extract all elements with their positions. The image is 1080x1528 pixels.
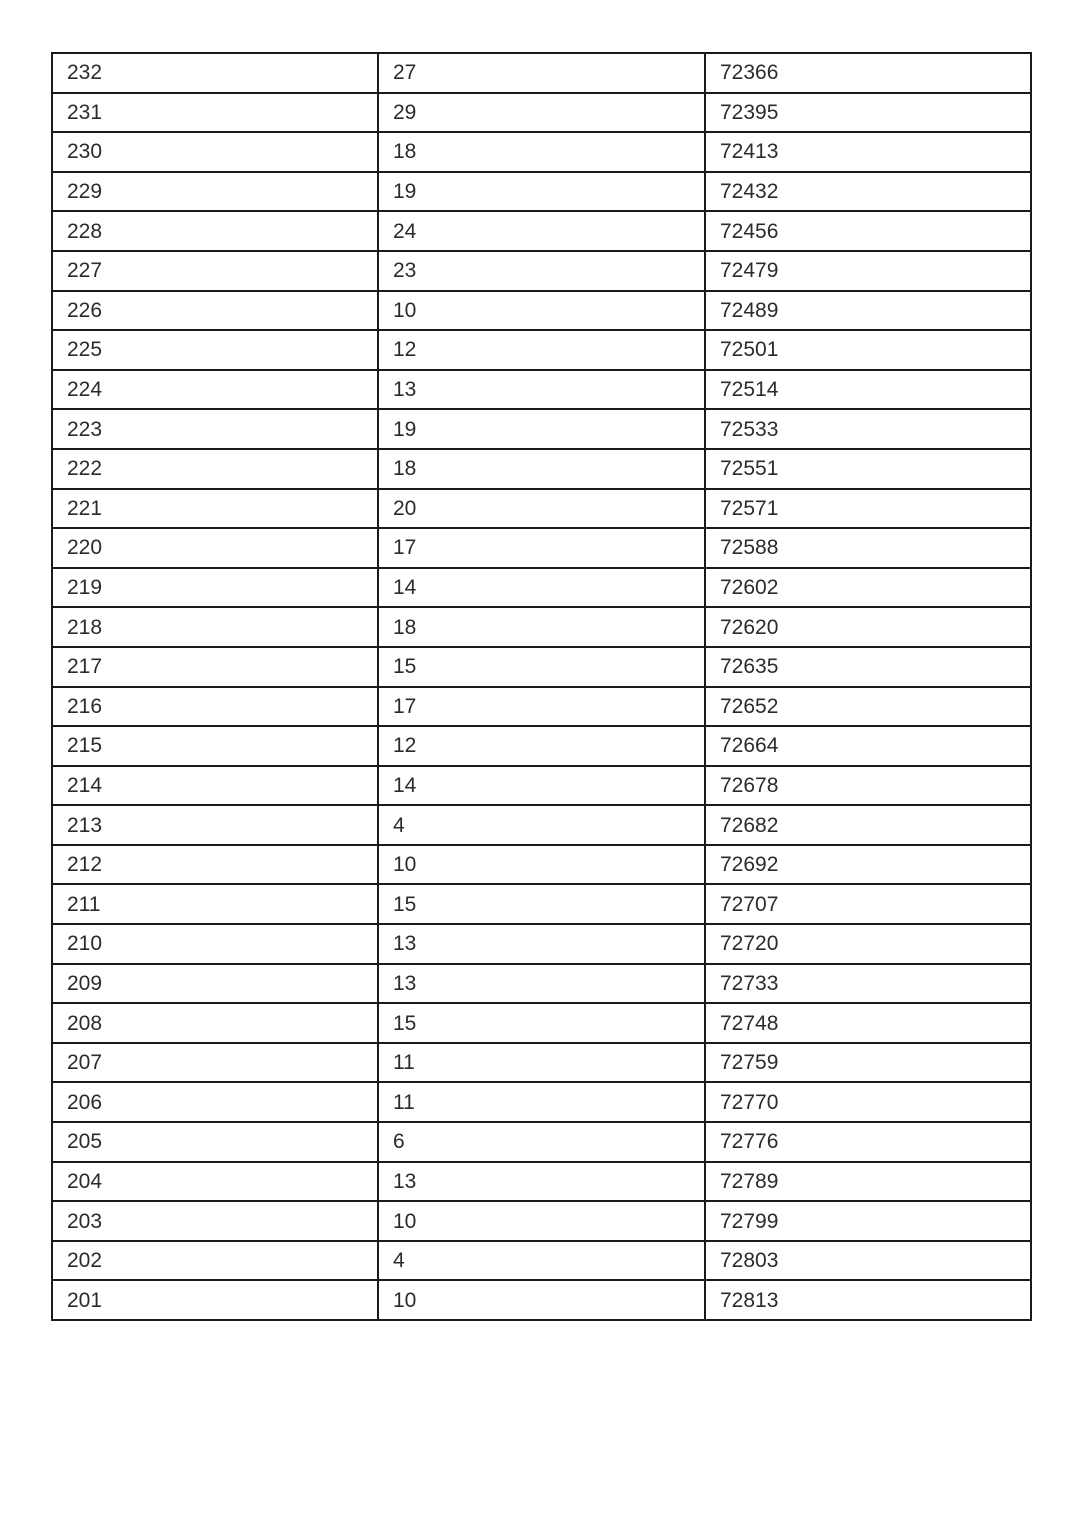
- count-cell: 19: [378, 172, 705, 212]
- count-cell: 19: [378, 409, 705, 449]
- cumulative-cell: 72551: [705, 449, 1031, 489]
- score-cell: 208: [52, 1003, 378, 1043]
- cumulative-cell: 72770: [705, 1082, 1031, 1122]
- score-cell: 224: [52, 370, 378, 410]
- score-cell: 220: [52, 528, 378, 568]
- score-cell: 204: [52, 1162, 378, 1202]
- table-row: [52, 687, 1031, 727]
- score-cell: 218: [52, 607, 378, 647]
- cumulative-cell: 72652: [705, 687, 1031, 727]
- table-row: [52, 766, 1031, 806]
- table-row: [52, 1082, 1031, 1122]
- score-table: [51, 52, 1032, 1321]
- table-row: [52, 53, 1031, 93]
- count-cell: 13: [378, 964, 705, 1004]
- count-cell: 24: [378, 211, 705, 251]
- table-row: [52, 251, 1031, 291]
- cumulative-cell: 72489: [705, 291, 1031, 331]
- count-cell: 13: [378, 1162, 705, 1202]
- score-cell: 222: [52, 449, 378, 489]
- cumulative-cell: 72789: [705, 1162, 1031, 1202]
- count-cell: 15: [378, 647, 705, 687]
- score-cell: 201: [52, 1280, 378, 1320]
- cumulative-cell: 72501: [705, 330, 1031, 370]
- table-row: [52, 647, 1031, 687]
- score-cell: 225: [52, 330, 378, 370]
- score-cell: 226: [52, 291, 378, 331]
- cumulative-cell: 72682: [705, 805, 1031, 845]
- count-cell: 4: [378, 1241, 705, 1281]
- table-row: [52, 291, 1031, 331]
- cumulative-cell: 72588: [705, 528, 1031, 568]
- score-cell: 221: [52, 489, 378, 529]
- count-cell: 12: [378, 726, 705, 766]
- count-cell: 18: [378, 132, 705, 172]
- count-cell: 10: [378, 1201, 705, 1241]
- table-row: [52, 528, 1031, 568]
- table-row: [52, 449, 1031, 489]
- table-row: [52, 489, 1031, 529]
- score-cell: 223: [52, 409, 378, 449]
- count-cell: 6: [378, 1122, 705, 1162]
- table-row: [52, 845, 1031, 885]
- count-cell: 17: [378, 528, 705, 568]
- count-cell: 13: [378, 924, 705, 964]
- cumulative-cell: 72813: [705, 1280, 1031, 1320]
- table-row: [52, 726, 1031, 766]
- score-cell: 207: [52, 1043, 378, 1083]
- cumulative-cell: 72620: [705, 607, 1031, 647]
- table-row: [52, 172, 1031, 212]
- score-cell: 212: [52, 845, 378, 885]
- table-row: [52, 330, 1031, 370]
- cumulative-cell: 72366: [705, 53, 1031, 93]
- count-cell: 23: [378, 251, 705, 291]
- cumulative-cell: 72395: [705, 93, 1031, 133]
- count-cell: 15: [378, 884, 705, 924]
- count-cell: 14: [378, 568, 705, 608]
- score-cell: 229: [52, 172, 378, 212]
- score-cell: 232: [52, 53, 378, 93]
- cumulative-cell: 72720: [705, 924, 1031, 964]
- table-row: [52, 1241, 1031, 1281]
- score-cell: 203: [52, 1201, 378, 1241]
- count-cell: 14: [378, 766, 705, 806]
- cumulative-cell: 72759: [705, 1043, 1031, 1083]
- score-cell: 217: [52, 647, 378, 687]
- cumulative-cell: 72432: [705, 172, 1031, 212]
- cumulative-cell: 72602: [705, 568, 1031, 608]
- cumulative-cell: 72803: [705, 1241, 1031, 1281]
- score-cell: 211: [52, 884, 378, 924]
- score-cell: 205: [52, 1122, 378, 1162]
- cumulative-cell: 72635: [705, 647, 1031, 687]
- score-cell: 231: [52, 93, 378, 133]
- score-cell: 210: [52, 924, 378, 964]
- table-row: [52, 805, 1031, 845]
- cumulative-cell: 72533: [705, 409, 1031, 449]
- count-cell: 10: [378, 845, 705, 885]
- cumulative-cell: 72799: [705, 1201, 1031, 1241]
- count-cell: 13: [378, 370, 705, 410]
- cumulative-cell: 72678: [705, 766, 1031, 806]
- table-row: [52, 1122, 1031, 1162]
- cumulative-cell: 72707: [705, 884, 1031, 924]
- score-cell: 227: [52, 251, 378, 291]
- table-row: [52, 607, 1031, 647]
- count-cell: 12: [378, 330, 705, 370]
- cumulative-cell: 72776: [705, 1122, 1031, 1162]
- table-row: [52, 409, 1031, 449]
- count-cell: 15: [378, 1003, 705, 1043]
- cumulative-cell: 72413: [705, 132, 1031, 172]
- table-row: [52, 1280, 1031, 1320]
- table-row: [52, 568, 1031, 608]
- score-cell: 228: [52, 211, 378, 251]
- score-cell: 213: [52, 805, 378, 845]
- cumulative-cell: 72456: [705, 211, 1031, 251]
- count-cell: 20: [378, 489, 705, 529]
- score-cell: 206: [52, 1082, 378, 1122]
- cumulative-cell: 72748: [705, 1003, 1031, 1043]
- count-cell: 10: [378, 1280, 705, 1320]
- score-cell: 216: [52, 687, 378, 727]
- score-cell: 215: [52, 726, 378, 766]
- count-cell: 17: [378, 687, 705, 727]
- count-cell: 10: [378, 291, 705, 331]
- cumulative-cell: 72664: [705, 726, 1031, 766]
- count-cell: 11: [378, 1082, 705, 1122]
- table-row: [52, 884, 1031, 924]
- count-cell: 18: [378, 449, 705, 489]
- score-cell: 230: [52, 132, 378, 172]
- score-cell: 219: [52, 568, 378, 608]
- table-row: [52, 211, 1031, 251]
- table-row: [52, 1043, 1031, 1083]
- table-row: [52, 370, 1031, 410]
- table-body: [52, 53, 1031, 1320]
- table-row: [52, 924, 1031, 964]
- score-cell: 202: [52, 1241, 378, 1281]
- score-cell: 209: [52, 964, 378, 1004]
- table-row: [52, 1201, 1031, 1241]
- count-cell: 4: [378, 805, 705, 845]
- cumulative-cell: 72514: [705, 370, 1031, 410]
- table-row: [52, 1162, 1031, 1202]
- count-cell: 18: [378, 607, 705, 647]
- table-row: [52, 964, 1031, 1004]
- cumulative-cell: 72571: [705, 489, 1031, 529]
- cumulative-cell: 72733: [705, 964, 1031, 1004]
- count-cell: 27: [378, 53, 705, 93]
- count-cell: 29: [378, 93, 705, 133]
- cumulative-cell: 72479: [705, 251, 1031, 291]
- count-cell: 11: [378, 1043, 705, 1083]
- table-row: [52, 132, 1031, 172]
- table-row: [52, 93, 1031, 133]
- cumulative-cell: 72692: [705, 845, 1031, 885]
- score-cell: 214: [52, 766, 378, 806]
- table-row: [52, 1003, 1031, 1043]
